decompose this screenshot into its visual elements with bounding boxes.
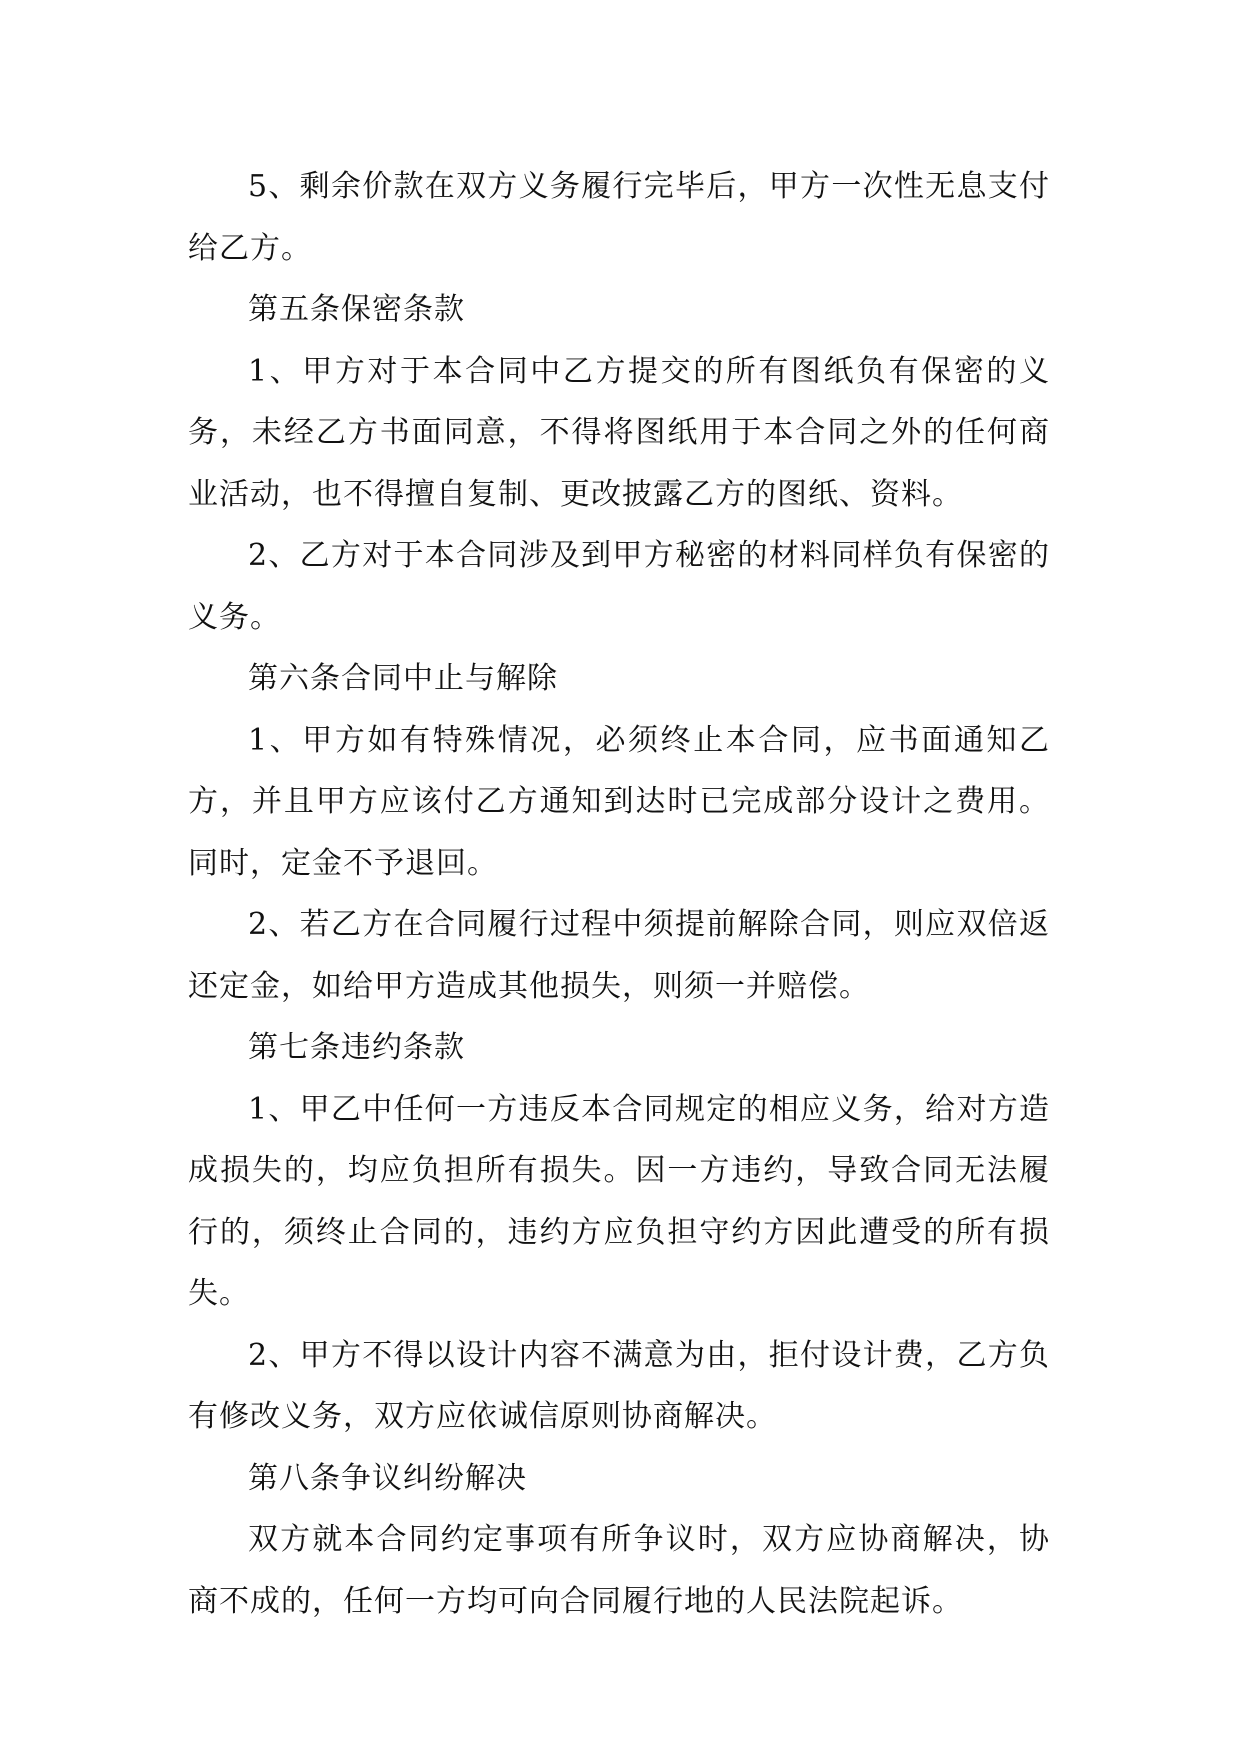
section-heading-termination: 第六条合同中止与解除: [248, 661, 558, 696]
clause-8-body: 双方就本合同约定事项有所争议时，双方应协商解决，协商不成的，任何一方均可向合同履行地的人民法院起诉。: [188, 1522, 1050, 1619]
document-body: [188, 156, 1050, 1632]
clause-6-item-2: 2、若乙方在合同履行过程中须提前解除合同，则应双倍返还定金，如给甲方造成其他损失，则须一并赔偿。: [188, 907, 1050, 1004]
clause-5-item-1: 1、甲方对于本合同中乙方提交的所有图纸负有保密的义务，未经乙方书面同意，不得将图纸用于本合同之外的任何商业活动，也不得擅自复制、更改披露乙方的图纸、资料。: [188, 353, 1050, 512]
clause-7-item-2: 2、甲方不得以设计内容不满意为由，拒付设计费，乙方负有修改义务，双方应依诚信原则协商解决。: [188, 1337, 1050, 1434]
clause-7-item-1: 1、甲乙中任何一方违反本合同规定的相应义务，给对方造成损失的，均应负担所有损失。因一方违约，导致合同无法履行的，须终止合同的，违约方应负担守约方因此遭受的所有损失。: [188, 1091, 1050, 1311]
section-heading-breach: 第七条违约条款: [248, 1030, 465, 1065]
section-heading-dispute: 第八条争议纠纷解决: [248, 1460, 527, 1496]
section-heading-confidentiality: 第五条保密条款: [248, 292, 465, 327]
clause-4-item-5: 5、剩余价款在双方义务履行完毕后，甲方一次性无息支付给乙方。: [188, 169, 1050, 266]
clause-6-item-1: 1、甲方如有特殊情况，必须终止本合同，应书面通知乙方，并且甲方应该付乙方通知到达时已完成部分设计之费用。同时，定金不予退回。: [188, 722, 1050, 881]
clause-5-item-2: 2、乙方对于本合同涉及到甲方秘密的材料同样负有保密的义务。: [188, 538, 1050, 635]
